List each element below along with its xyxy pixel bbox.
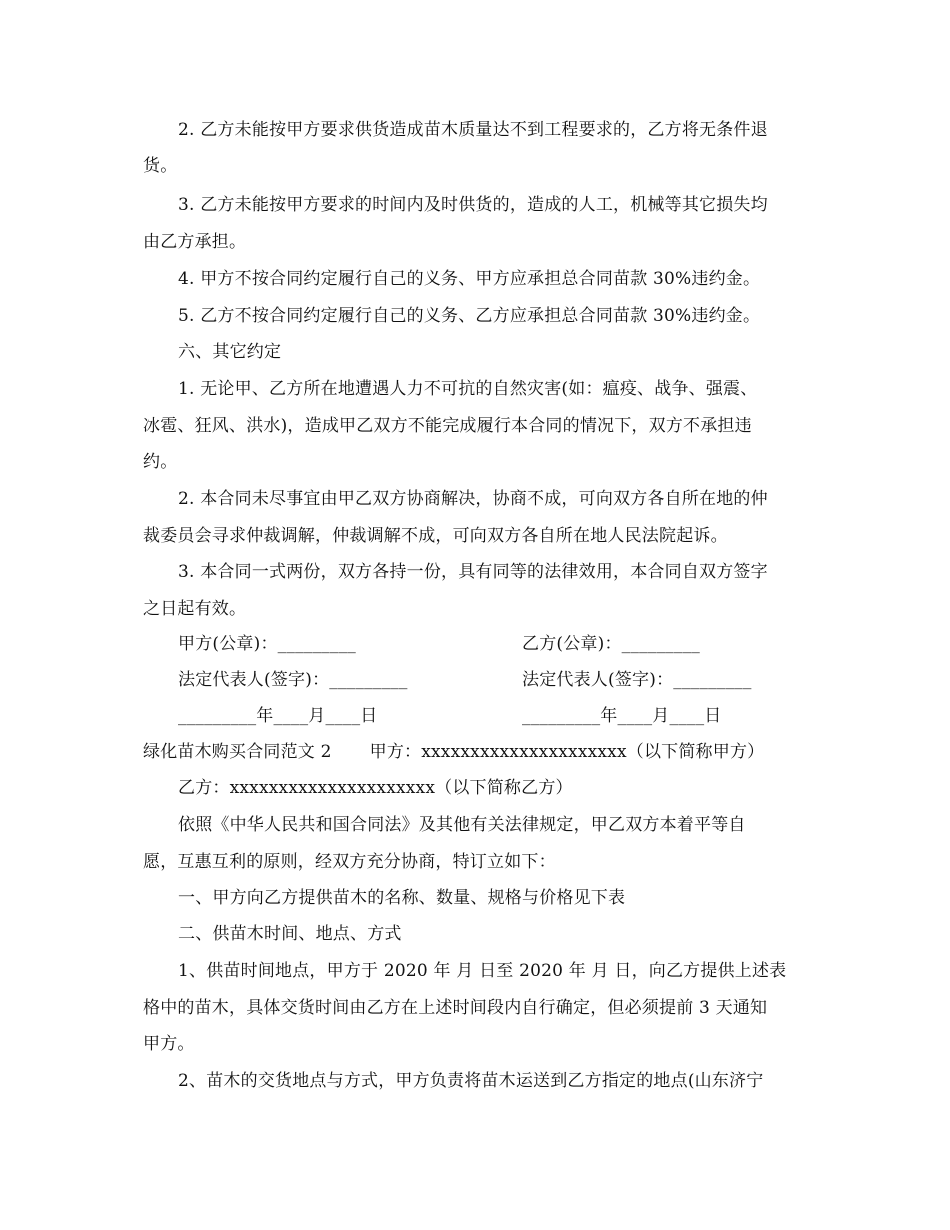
copies-line-1: 3. 本合同一式两份，双方各持一份，具有同等的法律效用，本合同自双方签字 [178, 562, 768, 582]
section-one-heading: 一、甲方向乙方提供苗木的名称、数量、规格与价格见下表 [178, 888, 626, 908]
arbitration-line-2: 裁委员会寻求仲裁调解，仲裁调解不成，可向双方各自所在地人民法院起诉。 [143, 526, 728, 546]
force-majeure-line-2: 冰雹、狂风、洪水)，造成甲乙双方不能完成履行本合同的情况下，双方不承担违 [143, 416, 752, 436]
clause-2-line-2: 货。 [143, 156, 178, 176]
clause-4: 4. 甲方不按合同约定履行自己的义务、甲方应承担总合同苗款 30%违约金。 [178, 269, 761, 289]
party-a-seal: 甲方(公章)：_________ [178, 634, 356, 654]
party-a-date: _________年____月____日 [178, 706, 378, 726]
delivery-line-1: 2、苗木的交货地点与方式，甲方负责将苗木运送到乙方指定的地点(山东济宁 [178, 1071, 764, 1091]
clause-5: 5. 乙方不按合同约定履行自己的义务、乙方应承担总合同苗款 30%违约金。 [178, 306, 761, 326]
force-majeure-line-3: 约。 [143, 452, 178, 472]
preamble-line-2: 愿，互惠互利的原则，经双方充分协商，特订立如下： [143, 852, 556, 872]
force-majeure-line-1: 1. 无论甲、乙方所在地遭遇人力不可抗的自然灾害(如：瘟疫、战争、强震、 [178, 379, 758, 399]
section-heading-other-terms: 六、其它约定 [178, 342, 282, 362]
supply-time-line-3: 甲方。 [143, 1034, 195, 1054]
contract-2-party-a: 甲方：xxxxxxxxxxxxxxxxxxxxx（以下简称甲方） [369, 742, 765, 762]
party-b-date: _________年____月____日 [522, 706, 722, 726]
section-two-heading: 二、供苗木时间、地点、方式 [178, 924, 402, 944]
party-b-representative: 法定代表人(签字)：_________ [522, 670, 752, 690]
supply-time-line-2: 格中的苗木，具体交货时间由乙方在上述时间段内自行确定，但必须提前 3 天通知 [143, 998, 768, 1018]
party-a-representative: 法定代表人(签字)：_________ [178, 670, 408, 690]
arbitration-line-1: 2. 本合同未尽事宜由甲乙双方协商解决，协商不成，可向双方各自所在地的仲 [178, 489, 768, 509]
copies-line-2: 之日起有效。 [143, 599, 247, 619]
contract-2-party-b: 乙方：xxxxxxxxxxxxxxxxxxxxx（以下简称乙方） [178, 778, 573, 798]
clause-3-line-1: 3. 乙方未能按甲方要求的时间内及时供货的，造成的人工，机械等其它损失均 [178, 195, 768, 215]
contract-2-header-line [143, 740, 764, 764]
supply-time-line-1: 1、供苗时间地点，甲方于 2020 年 月 日至 2020 年 月 日，向乙方提供上述表 [178, 961, 787, 981]
clause-2-line-1: 2. 乙方未能按甲方要求供货造成苗木质量达不到工程要求的，乙方将无条件退 [178, 120, 768, 140]
party-b-seal: 乙方(公章)：_________ [522, 634, 700, 654]
clause-3-line-2: 由乙方承担。 [143, 232, 247, 252]
contract-2-title: 绿化苗木购买合同范文 2 [143, 742, 332, 762]
preamble-line-1: 依照《中华人民共和国合同法》及其他有关法律规定，甲乙双方本着平等自 [178, 815, 746, 835]
